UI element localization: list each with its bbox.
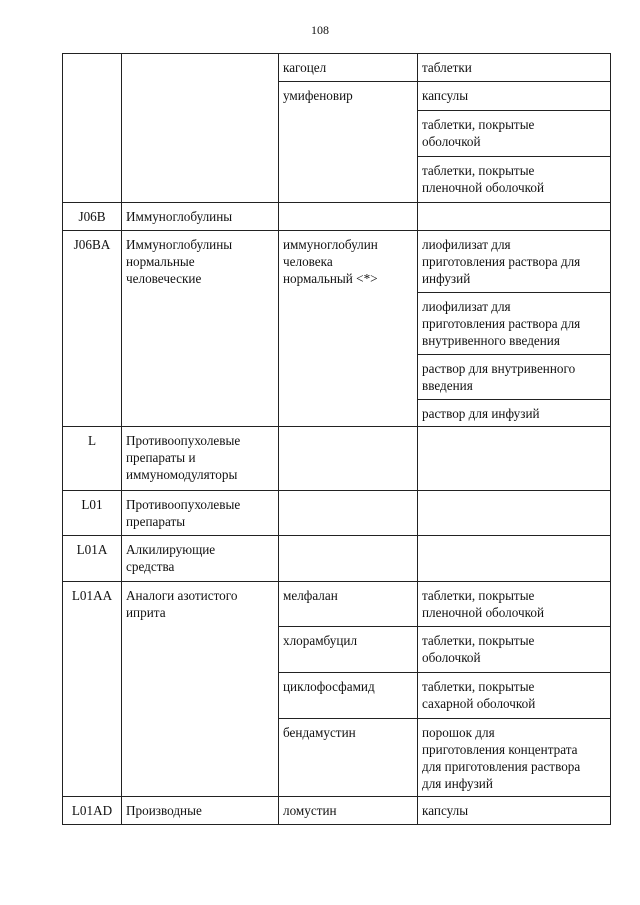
atc-code-cell: J06BA [63,231,122,427]
dosage-form-cell: раствор для инфузий [418,400,611,427]
group-name-cell: Аналоги азотистого иприта [122,582,279,797]
table-row [63,427,611,491]
table-row [63,582,611,627]
dosage-form-cell: таблетки, покрытые пленочной оболочкой [418,582,611,627]
dosage-form-cell [418,536,611,582]
group-name-cell: Иммуноглобулины нормальные человеческие [122,231,279,427]
group-name-cell: Противоопухолевые препараты и иммуномодуляторы [122,427,279,491]
group-name-cell: Производные [122,797,279,825]
dosage-form-cell: таблетки [418,54,611,82]
drug-name-cell: мелфалан [279,582,418,627]
dosage-form-cell: лиофилизат для приготовления раствора для внутривенного введения [418,293,611,355]
page-number: 108 [311,23,329,37]
drug-name-cell [279,491,418,536]
dosage-form-cell: лиофилизат для приготовления раствора для инфузий [418,231,611,293]
group-name-cell [122,54,279,203]
drug-name-cell: иммуноглобулин человека нормальный <*> [279,231,418,427]
drug-name-cell: умифеновир [279,82,418,203]
dosage-form-cell: таблетки, покрытые оболочкой [418,627,611,673]
atc-code-cell: L01A [63,536,122,582]
drug-table [62,53,611,825]
dosage-form-cell: капсулы [418,82,611,111]
drug-name-cell [279,203,418,231]
drug-table-body [63,54,611,825]
drug-name-cell: ломустин [279,797,418,825]
dosage-form-cell [418,427,611,491]
table-row [63,54,611,82]
dosage-form-cell: таблетки, покрытые пленочной оболочкой [418,157,611,203]
dosage-form-cell: капсулы [418,797,611,825]
dosage-form-cell: таблетки, покрытые оболочкой [418,111,611,157]
table-row [63,203,611,231]
atc-code-cell: L01AD [63,797,122,825]
table-row [63,797,611,825]
table-row [63,536,611,582]
dosage-form-cell: порошок для приготовления концентрата для приготовления раствора для инфузий [418,719,611,797]
dosage-form-cell: раствор для внутривенного введения [418,355,611,400]
atc-code-cell: L [63,427,122,491]
atc-code-cell: L01 [63,491,122,536]
atc-code-cell: J06B [63,203,122,231]
group-name-cell: Алкилирующие средства [122,536,279,582]
table-row [63,231,611,293]
group-name-cell: Иммуноглобулины [122,203,279,231]
dosage-form-cell [418,491,611,536]
drug-name-cell: бендамустин [279,719,418,797]
table-row [63,491,611,536]
drug-name-cell [279,536,418,582]
atc-code-cell: L01AA [63,582,122,797]
drug-name-cell: кагоцел [279,54,418,82]
atc-code-cell [63,54,122,203]
drug-name-cell: хлорамбуцил [279,627,418,673]
drug-table-container [62,53,611,825]
drug-name-cell [279,427,418,491]
dosage-form-cell [418,203,611,231]
dosage-form-cell: таблетки, покрытые сахарной оболочкой [418,673,611,719]
drug-name-cell: циклофосфамид [279,673,418,719]
group-name-cell: Противоопухолевые препараты [122,491,279,536]
